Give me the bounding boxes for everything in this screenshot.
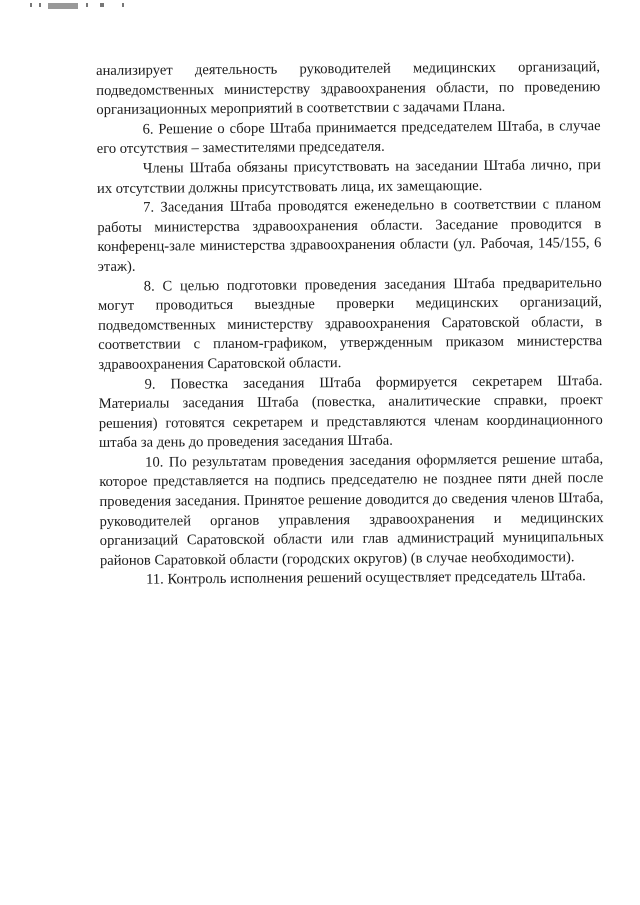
paragraph-11: 11. Контроль исполнения решений осуществляет председатель Штаба.	[146, 568, 586, 589]
paragraph-7: 7. Заседания Штаба проводятся еженедельно в соответствии с планом работы министерства здравоохранения области. Заседание проводится в конференц-зале министерства здравоохранения области (ул. Рабочая, 145/155, 6 этаж).	[97, 196, 602, 275]
scan-artifact	[30, 0, 140, 12]
paragraph-9: 9. Повестка заседания Штаба формируется секретарем Штаба. Материалы заседания Штаба (повестка, аналитические справки, проект решения) готовятся секретарем и представляются членам координационного штаба за день до проведения заседания Штаба.	[98, 372, 603, 452]
paragraph-8: 8. С целью подготовки проведения заседания Штаба предварительно могут проводиться выездные проверки медицинских организаций, подведомственных министерству здравоохранения Саратовской области, в соответствии с планом-графиком, утвержденным приказом министерства здравоохранения Саратовской области.	[97, 274, 603, 373]
paragraph-10: 10. По результатам проведения заседания оформляется решение штаба, которое представляется на подпись председателю не позднее пяти дней после проведения заседания. Принятое решение доводится до сведения членов Штаба, руководителей органов управления здравоохранения и медицинских организаций Саратовской области или глав администраций муниципальных районов Саратовкой области (городских округов) (в случае необходимости).	[99, 450, 604, 569]
document-body	[96, 58, 604, 591]
paragraph-6: 6. Решение о сборе Штаба принимается председателем Штаба, в случае его отсутствия – заместителями председателя.	[96, 117, 601, 158]
paragraph-members: Члены Штаба обязаны присутствовать на заседании Штаба лично, при их отсутствии должны присутствовать лица, их замещающие.	[96, 157, 601, 197]
paragraph-continuation: анализирует деятельность руководителей медицинских организаций, подведомственных министерству здравоохранения области, по проведению организационных мероприятий в соответствии с задачами Плана.	[96, 59, 601, 119]
